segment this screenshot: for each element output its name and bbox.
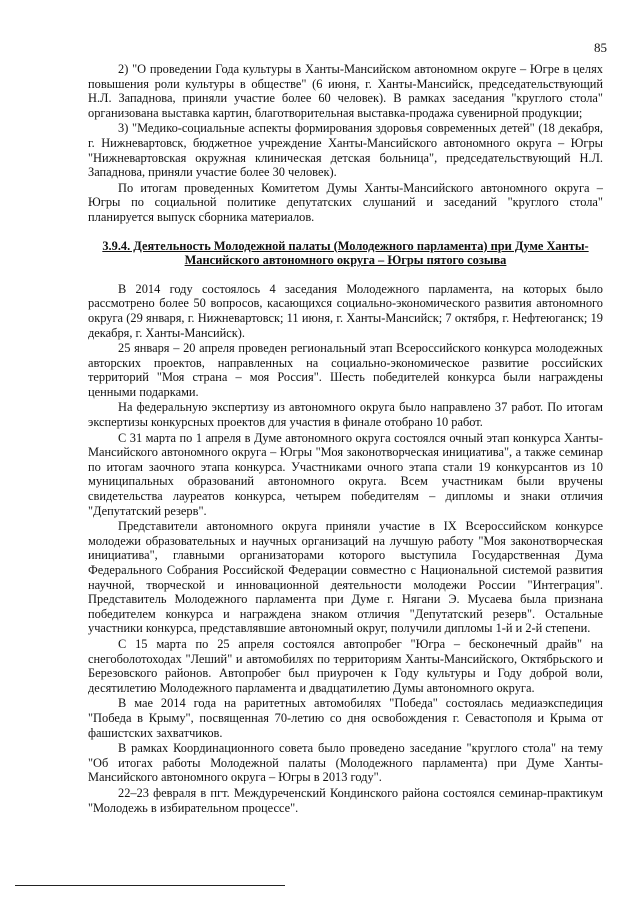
paragraph: С 31 марта по 1 апреля в Думе автономного округа состоялся очный этап конкурса Ханты-Мансийского автономного округа – Югры "Моя законотворческая инициатива", а также семинар по итогам заочного этапа конкурса. Участниками очного этапа стали 19 конкурсантов из 10 муниципальных образований автономного округа. Всем участникам были вручены свидетельства лауреатов конкурса, четырем победителям – дипломы и знаки отличия "Депутатский резерв". — [88, 430, 603, 518]
paragraph: В рамках Координационного совета было проведено заседание "круглого стола" на тему "Об итогах работы Молодежной палаты (Молодежного парламента) при Думе Ханты-Мансийского автономного округа – Югры в 2013 году". — [88, 741, 603, 785]
paragraph: По итогам проведенных Комитетом Думы Ханты-Мансийского автономного округа – Югры по социальной политике депутатских слушаний и заседаний "круглого стола" планируется выпуск сборника материалов. — [88, 180, 603, 224]
footnote-divider — [15, 885, 285, 886]
section-heading: 3.9.4. Деятельность Молодежной палаты (Молодежного парламента) при Думе Ханты-Мансийского автономного округа – Югры пятого созыва — [102, 238, 589, 268]
paragraph: 2) "О проведении Года культуры в Ханты-Мансийском автономном округе – Югре в целях повышения роли культуры в обществе" (6 июня, г. Ханты-Мансийск, председательствующий Н.Л. Западнова, приняли участие более 60 человек). В рамках заседания "круглого стола" организована выставка картин, благотворительная выставка-продажа сувенирной продукции; — [88, 62, 603, 120]
paragraph: В 2014 году состоялось 4 заседания Молодежного парламента, на которых было рассмотрено более 50 вопросов, касающихся социально-экономического развития автономного округа (29 января, г. Нижневартовск; 11 июня, г. Ханты-Мансийск; 7 октября, г. Нефтеюганск; 19 декабря, г. Ханты-Мансийск). — [88, 281, 603, 340]
paragraph: 3) "Медико-социальные аспекты формирования здоровья современных детей" (18 декабря, г. Нижневартовск, бюджетное учреждение Ханты-Мансийского автономного округа – Югры "Нижневартовская окружная клиническая детская больница", председательствующий Н.Л. Западнова, приняли участие более 30 человек). — [88, 121, 603, 180]
paragraph: В мае 2014 года на раритетных автомобилях "Победа" состоялась медиаэкспедиция "Победа в Крыму", посвященная 70-летию со дня освобождения г. Севастополя и Крыма от фашистских захватчиков. — [88, 696, 603, 740]
paragraph: Представители автономного округа приняли участие в IX Всероссийском конкурсе молодежи образовательных и научных организаций на лучшую работу "Моя законотворческая инициатива", главными организаторами которого выступила Государственная Дума Федерального Собрания Российской Федерации совместно с Национальной системой развития научной, творческой и инновационной деятельности молодежи России "Интеграция". Представитель Молодежного парламента при Думе г. Нягани Э. Мусаева была признана победителем конкурса и награждена знаком отличия "Депутатский резерв". Остальные участники конкурса, представлявшие автономный округ, получили дипломы 1-й и 2-й степени. — [88, 519, 603, 636]
paragraph: 22–23 февраля в пгт. Междуреченский Кондинского района состоялся семинар-практикум "Молодежь в избирательном процессе". — [88, 785, 603, 815]
document-body — [88, 62, 603, 816]
paragraph: На федеральную экспертизу из автономного округа было направлено 37 работ. По итогам экспертизы конкурсных проектов для участия в финале отобрано 10 работ. — [88, 400, 603, 430]
paragraph: 25 января – 20 апреля проведен региональный этап Всероссийского конкурса молодежных авторских проектов, направленных на социально-экономическое развитие российских территорий "Моя страна – моя Россия". Шесть победителей конкурса были награждены ценными подарками. — [88, 341, 603, 399]
page-number: 85 — [594, 40, 607, 55]
paragraph: С 15 марта по 25 апреля состоялся автопробег "Югра – бесконечный драйв" на снегоболотоходах "Леший" и автомобилях по территориям Ханты-Мансийского, Октябрьского и Березовского районов. Автопробег был приурочен к Году культуры и Году доброй воли, десятилетию Молодежного парламента и двадцатилетию Думы автономного округа. — [88, 636, 603, 695]
